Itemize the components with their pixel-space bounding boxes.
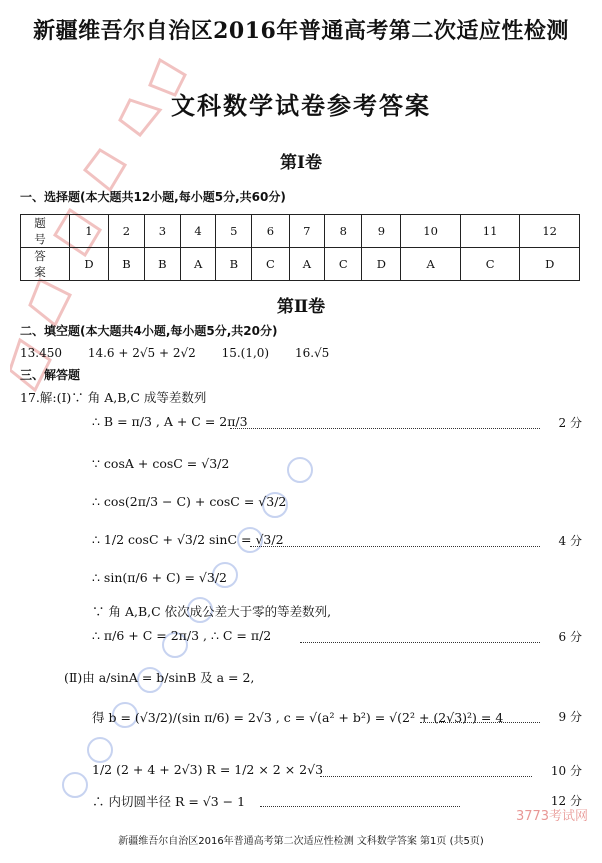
dot-leader [420,722,540,723]
q-number: 4 [180,215,215,248]
q17-line-8: (Ⅱ)由 a/sinA = b/sinB 及 a = 2, [64,670,255,685]
q-answer: A [401,248,461,281]
table-row [21,215,580,248]
q-answer: A [289,248,324,281]
q-number: 3 [144,215,180,248]
site-logo-text: 3773考试网 [515,809,589,824]
dot-leader [300,642,540,643]
dot-leader [320,776,532,777]
dot-leader [260,806,460,807]
q-answer: D [70,248,109,281]
q-number: 7 [289,215,324,248]
fill-answer-16: 16.√5 [294,346,330,360]
score-6: 6 分 [558,630,582,644]
q17-line-4: ∴ 1/2 cosC + √3/2 sinC = √3/2 [92,532,284,547]
q-answer: B [108,248,144,281]
site-logo [512,800,592,830]
row-label-answer: 答 案 [21,248,70,281]
q-answer: B [216,248,252,281]
q17-line-1: ∴ B = π/3 , A + C = 2π/3 [92,414,248,429]
q-answer: C [252,248,289,281]
q17-line-10: 1/2 (2 + 4 + 2√3) R = 1/2 × 2 × 2√3 [92,762,324,777]
q17-line-11: ∴ 内切圆半径 R = √3 − 1 [92,794,246,809]
volume-2-heading: 第Ⅱ卷 [276,297,326,317]
q-answer: D [362,248,401,281]
volume-1-heading: 第Ⅰ卷 [280,153,322,173]
score-4: 4 分 [558,534,582,548]
table-row [21,248,580,281]
score-2: 2 分 [558,416,582,430]
q-number: 1 [70,215,109,248]
q-number: 5 [216,215,252,248]
q-answer: C [325,248,362,281]
q17-line-5: ∴ sin(π/6 + C) = √3/2 [92,570,228,585]
q17-line-2: ∵ cosA + cosC = √3/2 [92,456,230,471]
q17-line-7: ∴ π/6 + C = 2π/3 , ∴ C = π/2 [92,628,272,643]
watermark-url [40,430,340,810]
q17-line-6: ∵ 角 A,B,C 依次成公差大于零的等差数列, [92,604,332,619]
page-footer: 新疆维吾尔自治区2016年普通高考第二次适应性检测 文科数学答案 第1页 (共5页) [118,836,484,847]
section-fill-heading: 二、填空题(本大题共4小题,每小题5分,共20分) [20,324,278,338]
fill-answer-15: 15.(1,0) [221,346,270,360]
exam-title: 新疆维吾尔自治区2016年普通高考第二次适应性检测 [33,18,569,44]
q17-line-9: 得 b = (√3/2)/(sin π/6) = 2√3 , c = √(a² + b²) = √(2² + (2√3)²) = 4 [92,710,504,725]
q-number: 6 [252,215,289,248]
q-number: 11 [460,215,520,248]
fill-answer-13: 13.450 [20,346,62,360]
score-10: 10 分 [550,764,582,778]
q-number: 2 [108,215,144,248]
q17-line-3: ∴ cos(2π/3 − C) + cosC = √3/2 [92,494,287,509]
fill-answers [20,346,351,360]
q-number: 10 [401,215,461,248]
q-number: 8 [325,215,362,248]
section-choice-heading: 一、选择题(本大题共12小题,每小题5分,共60分) [20,190,286,204]
fill-answer-14: 14.6 + 2√5 + 2√2 [87,346,196,360]
row-label-number: 题 号 [21,215,70,248]
q-number: 9 [362,215,401,248]
score-9: 9 分 [558,710,582,724]
section-solve-heading: 三、解答题 [20,368,81,382]
dot-leader [230,428,540,429]
answer-table [20,214,580,281]
q-answer: C [460,248,520,281]
answer-key-title: 文科数学试卷参考答案 [171,91,431,120]
q-answer: B [144,248,180,281]
q-answer: D [520,248,580,281]
q-answer: A [180,248,215,281]
q-number: 12 [520,215,580,248]
dot-leader [250,546,540,547]
score-12: 12 分 [550,794,582,808]
q17-intro: 17.解:(Ⅰ)∵ 角 A,B,C 成等差数列 [20,390,207,405]
